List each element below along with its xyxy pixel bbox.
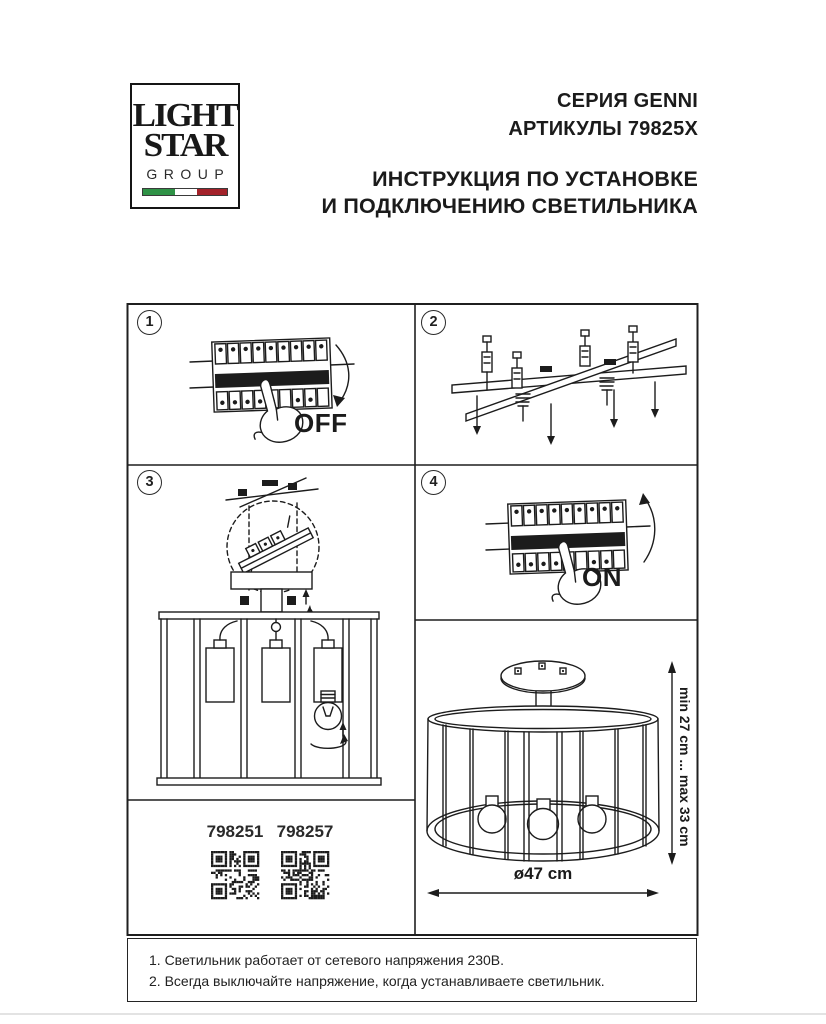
height-range-label: min 27 cm ... max 33 cm [677, 687, 693, 847]
drum-slats [443, 725, 646, 861]
candle-covers [206, 619, 342, 702]
diameter-label: ø47 cm [513, 864, 573, 883]
arrow-up-icon [644, 500, 655, 562]
step3-illustration [157, 478, 381, 785]
logo-word-star: STAR [143, 125, 227, 164]
step4-illustration [486, 493, 655, 610]
instruction-line1: ИНСТРУКЦИЯ ПО УСТАНОВКЕ [372, 167, 698, 191]
notes-box [127, 938, 697, 1002]
terminal-block-icon [230, 511, 317, 581]
long-screw-icon [473, 382, 659, 445]
step1-number: 1 [137, 310, 162, 335]
canopy-plate [231, 572, 312, 589]
article-code-right: 798257 [276, 822, 334, 841]
canopy-stem [261, 589, 282, 612]
logo-word-group: GROUP [146, 166, 231, 182]
step4-number: 4 [421, 470, 446, 495]
ceiling-bracket-icon [226, 478, 318, 507]
series-title: СЕРИЯ GENNI [557, 90, 698, 112]
scan-artifact-line [0, 1013, 826, 1015]
note-line2: 2. Всегда выключайте напряжение, когда устанавливаете светильник. [149, 972, 605, 989]
on-label: ON [582, 562, 622, 592]
articles-title: АРТИКУЛЫ 79825X [508, 118, 698, 140]
arrow-down-icon [336, 345, 349, 400]
step3-number: 3 [137, 470, 162, 495]
qr-code-798257 [281, 851, 329, 899]
article-code-left: 798251 [206, 822, 264, 841]
diameter-dimension [427, 889, 659, 897]
logo-word-light: LIGHT [132, 95, 238, 134]
height-dimension [668, 661, 676, 865]
step2-illustration [452, 326, 686, 445]
fixture-dimension-drawing [427, 661, 676, 897]
off-label: OFF [294, 408, 348, 438]
instruction-line2: И ПОДКЛЮЧЕНИЮ СВЕТИЛЬНИКА [321, 194, 698, 218]
step2-number: 2 [421, 310, 446, 335]
qr-code-798251 [211, 851, 259, 899]
drum-bulbs [478, 796, 606, 840]
note-line1: 1. Светильник работает от сетевого напряжения 230В. [149, 952, 505, 968]
